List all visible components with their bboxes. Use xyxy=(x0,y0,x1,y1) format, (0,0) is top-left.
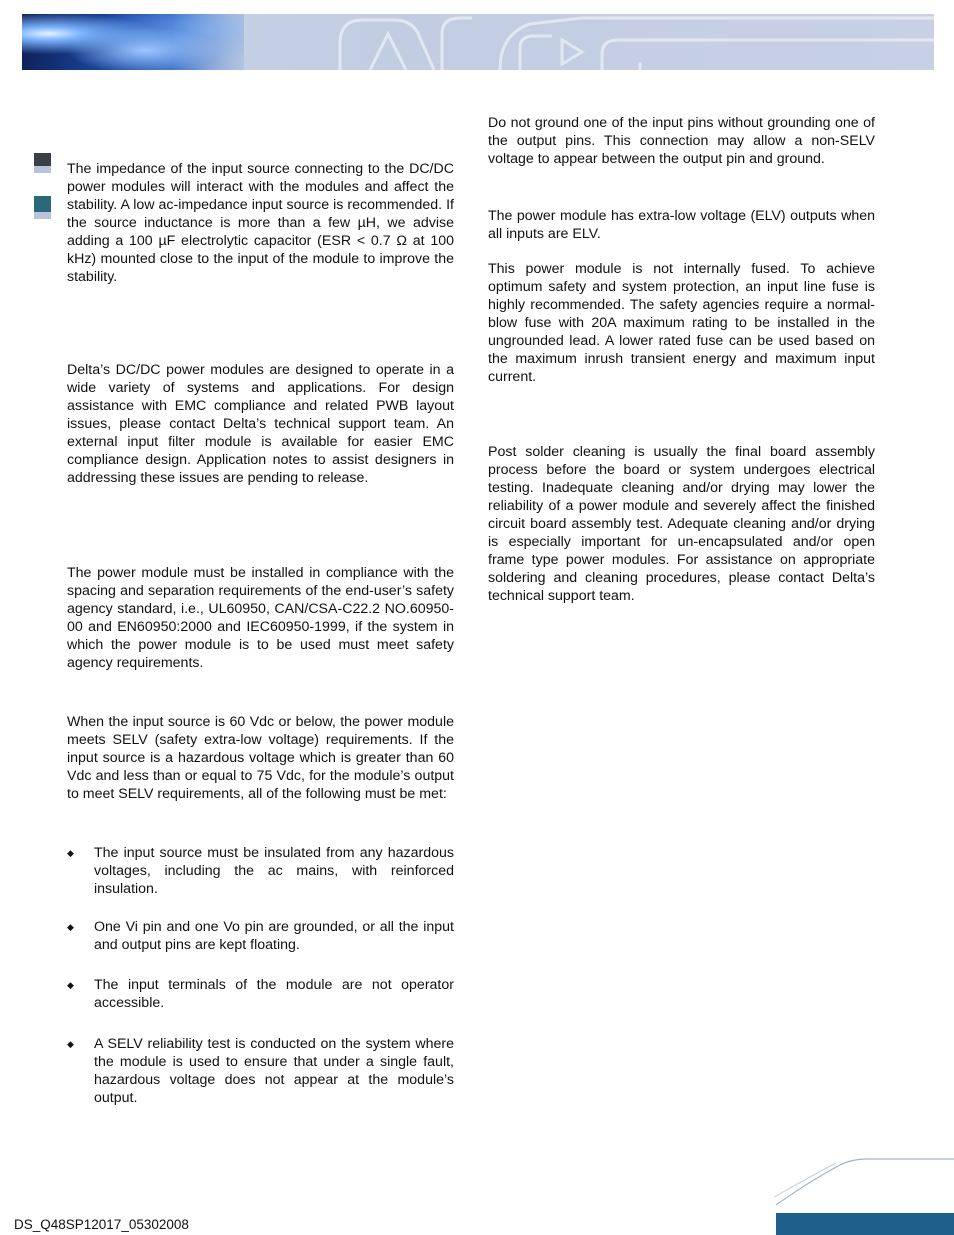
selv-section xyxy=(67,713,454,803)
paragraph-fuse: This power module is not internally fused. To achieve optimum safety and system protection, an input line fuse is highly recommended. The safety agencies require a normal-blow fuse with 20A maximum rating to be installed in the ungrounded lead. A lower rated fuse can be used based on the maximum inrush transient energy and maximum input current. xyxy=(488,261,875,385)
section-marker-teal-icon xyxy=(34,196,51,219)
layout-emc-section xyxy=(67,361,454,487)
diamond-bullet-icon: ◆ xyxy=(67,980,74,990)
list-item-text: The input source must be insulated from any hazardous voltages, including the ac mains, with reinforced insulation. xyxy=(94,845,454,897)
diamond-bullet-icon: ◆ xyxy=(67,848,74,858)
list-item xyxy=(67,1035,454,1107)
section-marker-dark-icon xyxy=(34,153,51,173)
diamond-bullet-icon: ◆ xyxy=(67,1039,74,1049)
fuse-section xyxy=(488,260,875,386)
footer-corner-graphic xyxy=(770,1155,954,1235)
footer-doc-code: DS_Q48SP12017_05302008 xyxy=(14,1217,189,1232)
paragraph-safety-compliance: The power module must be installed in compliance with the spacing and separation requirements of the end-user’s safety agency standard, i.e., UL60950, CAN/CSA-C22.2 NO.60950-00 and EN60950:2000 and IEC60950-1999, if the system in which the power module is to be used must meet safety agency requirements. xyxy=(67,565,454,671)
paragraph-cleaning: Post solder cleaning is usually the final board assembly process before the board or system undergoes electrical testing. Inadequate cleaning and/or drying may lower the reliability of a power module and severely affect the finished circuit board assembly test. Adequate cleaning and/or drying is especially important for un-encapsulated and/or open frame type power modules. For assistance on appropriate soldering and cleaning procedures, please contact Delta’s technical support team. xyxy=(488,444,875,604)
elv-section xyxy=(488,207,875,243)
banner-logo-outline-icon xyxy=(22,14,934,70)
list-item xyxy=(67,844,454,898)
paragraph-selv: When the input source is 60 Vdc or below, the power module meets SELV (safety extra-low voltage) requirements. If the input source is a hazardous voltage which is greater than 60 Vdc and less than or equal to 75 Vdc, for the module’s output to meet SELV requirements, all of the following must be met: xyxy=(67,714,454,802)
paragraph-elv: The power module has extra-low voltage (ELV) outputs when all inputs are ELV. xyxy=(488,208,875,242)
list-item xyxy=(67,976,454,1012)
soldering-cleaning-section xyxy=(488,443,875,605)
header-banner xyxy=(22,14,934,70)
list-item-text: One Vi pin and one Vo pin are grounded, or all the input and output pins are kept floating. xyxy=(94,919,454,953)
safety-section xyxy=(67,564,454,672)
paragraph-grounding: Do not ground one of the input pins without grounding one of the output pins. This connection may allow a non-SELV voltage to appear between the output pin and ground. xyxy=(488,115,875,167)
input-source-impedance-section xyxy=(67,160,454,286)
list-item xyxy=(67,918,454,954)
grounding-section xyxy=(488,114,875,168)
diamond-bullet-icon: ◆ xyxy=(67,922,74,932)
paragraph-input-impedance: The impedance of the input source connecting to the DC/DC power modules will interact with the modules and affect the stability. A low ac-impedance input source is recommended. If the source inductance is more than a few µH, we advise adding a 100 µF electrolytic capacitor (ESR < 0.7 Ω at 100 kHz) mounted close to the input of the module to improve the stability. xyxy=(67,161,454,285)
list-item-text: The input terminals of the module are not operator accessible. xyxy=(94,977,454,1011)
list-item-text: A SELV reliability test is conducted on the system where the module is used to ensure that under a single fault, hazardous voltage does not appear at the module’s output. xyxy=(94,1036,454,1106)
paragraph-emc: Delta’s DC/DC power modules are designed to operate in a wide variety of systems and applications. For design assistance with EMC compliance and related PWB layout issues, please contact Delta’s technical support team. An external input filter module is available for easier EMC compliance design. Application notes to assist designers in addressing these issues are pending to release. xyxy=(67,362,454,486)
